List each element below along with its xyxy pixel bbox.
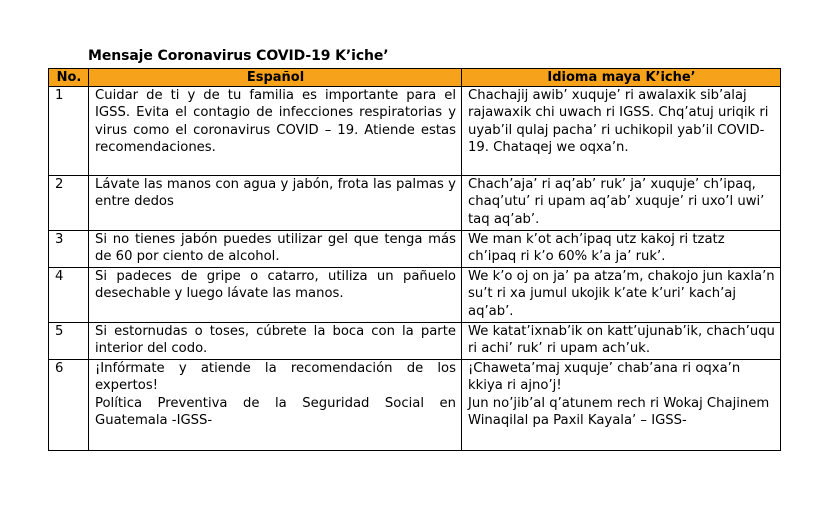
kiche-text: We katat’ixnab’ik on katt’ujunab’ik, chach’uqu ri achi’ ruk’ ri upam ach’uk. xyxy=(462,323,781,360)
table-row xyxy=(49,87,781,176)
kiche-text: Chachajij awib’ xuquje’ ri awalaxik sib’alaj rajawaxik chi uwach ri IGSS. Chq’atuj uriqik ri uyab’il qulaj pacha’ ri uchikopil yab’il COVID-19. Chataqej we oqxa’n. xyxy=(462,87,781,176)
kiche-text xyxy=(462,360,781,451)
spanish-line: ¡Infórmate y atiende la recomendación de los expertos! xyxy=(95,361,456,394)
table-row xyxy=(49,360,781,451)
table-row xyxy=(49,176,781,231)
document-title: Mensaje Coronavirus COVID-19 K’iche’ xyxy=(88,48,389,64)
kiche-text: Chach’aja’ ri aq’ab’ ruk’ ja’ xuquje’ ch’ipaq, chaq’utu’ ri upam aq’ab’ xuquje’ ri uxo’l uwi’ taq aq’ab’. xyxy=(462,176,781,231)
spanish-text: Cuidar de ti y de tu familia es importante para el IGSS. Evita el contagio de infecciones respiratorias y virus como el coronavirus COVID – 19. Atiende estas recomendaciones. xyxy=(89,87,462,176)
table-row xyxy=(49,231,781,268)
kiche-line: ¡Chaweta’maj xuquje’ chab’ana ri oqxa’n kkiya ri ajno’j! xyxy=(468,361,741,394)
table-row xyxy=(49,268,781,323)
header-kiche: Idioma maya K’iche’ xyxy=(462,69,781,87)
kiche-text: We man k’ot ach’ipaq utz kakoj ri tzatz ch’ipaq ri k’o 60% k’a ja’ ruk’. xyxy=(462,231,781,268)
row-number: 3 xyxy=(49,231,89,268)
header-spanish: Español xyxy=(89,69,462,87)
table-header-row xyxy=(49,69,781,87)
kiche-line: Jun no’jib’al q’atunem rech ri Wokaj Chajinem Winaqilal pa Paxil Kayala’ – IGSS- xyxy=(468,395,770,429)
row-number: 4 xyxy=(49,268,89,323)
spanish-text: Lávate las manos con agua y jabón, frota las palmas y entre dedos xyxy=(89,176,462,231)
table-row xyxy=(49,323,781,360)
header-number: No. xyxy=(49,69,89,87)
spanish-text: Si estornudas o toses, cúbrete la boca con la parte interior del codo. xyxy=(89,323,462,360)
message-table xyxy=(48,68,781,451)
row-number: 6 xyxy=(49,360,89,451)
row-number: 5 xyxy=(49,323,89,360)
row-number: 2 xyxy=(49,176,89,231)
spanish-line: Política Preventiva de la Seguridad Social en Guatemala -IGSS- xyxy=(95,395,456,429)
spanish-text: Si no tienes jabón puedes utilizar gel que tenga más de 60 por ciento de alcohol. xyxy=(89,231,462,268)
kiche-text: We k’o oj on ja’ pa atza’m, chakojo jun kaxla’n su’t ri xa jumul ukojik k’ate k’uri’ kach’aj aq’ab’. xyxy=(462,268,781,323)
spanish-text xyxy=(89,360,462,451)
spanish-text: Si padeces de gripe o catarro, utiliza un pañuelo desechable y luego lávate las manos. xyxy=(89,268,462,323)
row-number: 1 xyxy=(49,87,89,176)
